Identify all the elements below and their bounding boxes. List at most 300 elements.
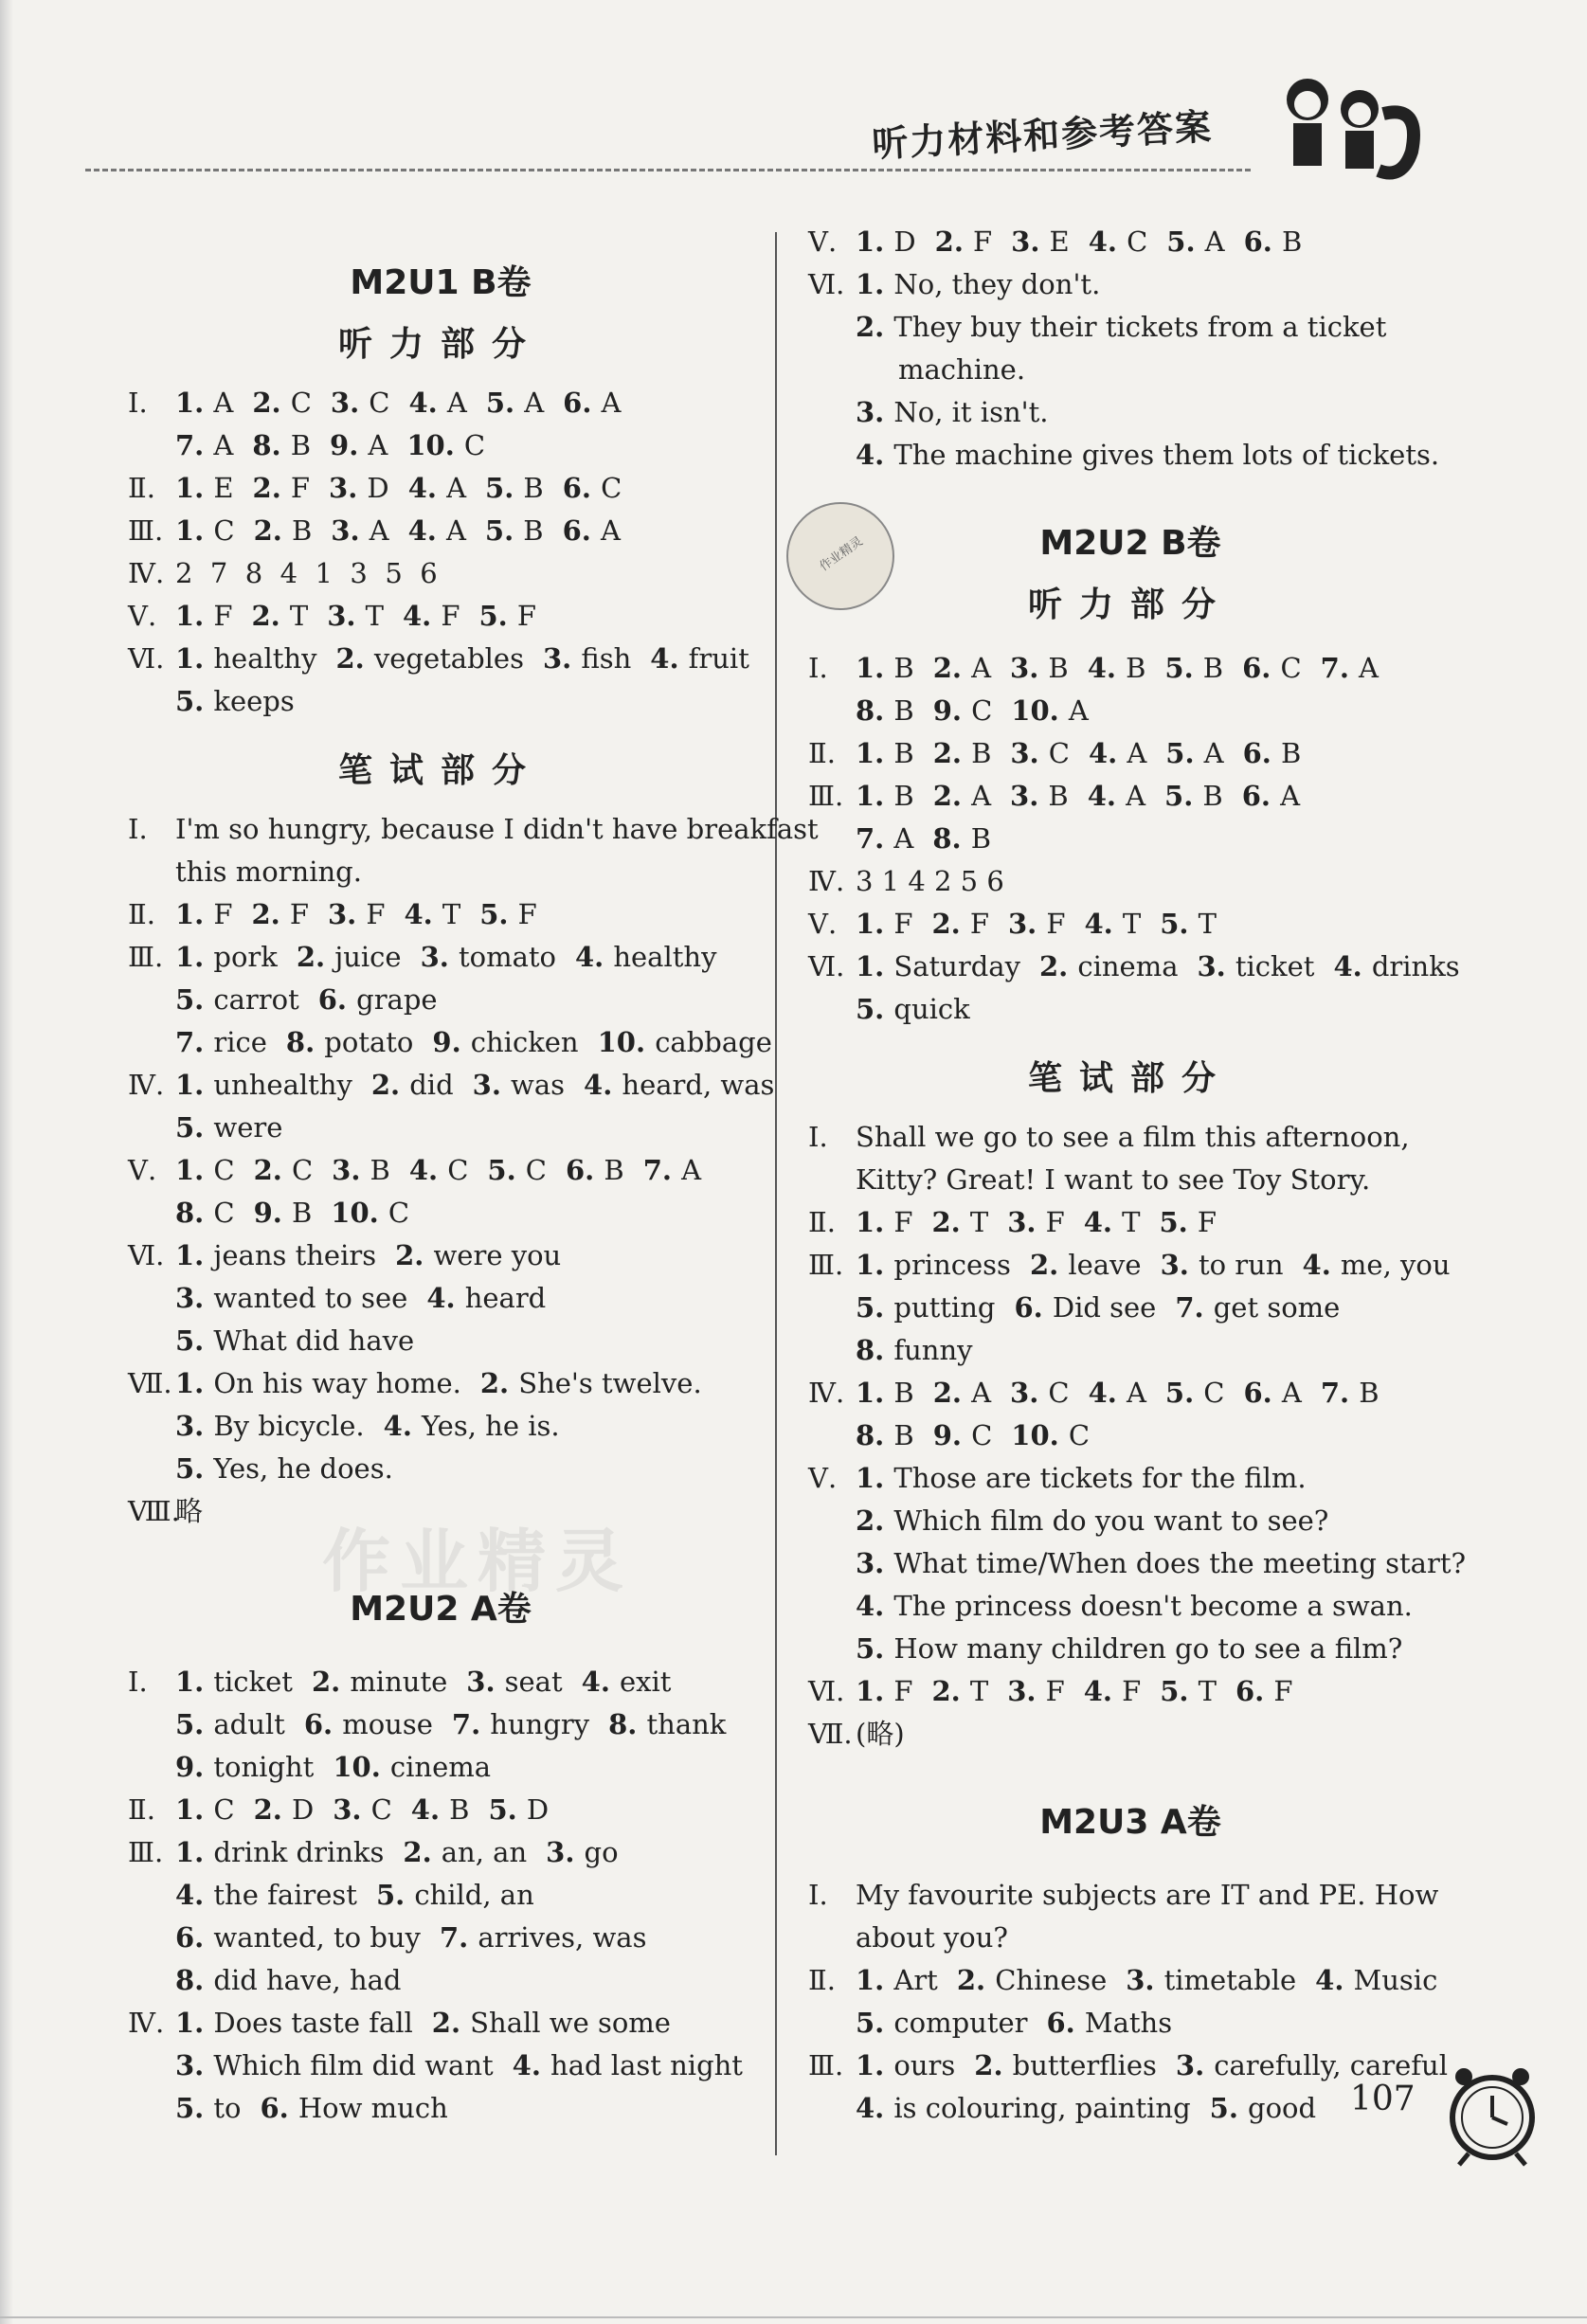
- answer-item: 2. butterflies: [974, 2049, 1157, 2081]
- answer-item: about you?: [856, 1921, 1008, 1954]
- answer-item: 6. B: [1242, 737, 1302, 769]
- answer-item: 6. F: [1235, 1675, 1293, 1707]
- column-divider: [775, 232, 777, 2155]
- answer-item: 6. wanted, to buy: [175, 1921, 421, 1954]
- answer-line: [175, 1751, 510, 1783]
- answer-line: [128, 472, 640, 504]
- answer-item: 1. drink drinks: [175, 1836, 385, 1868]
- answer-line: [128, 600, 555, 632]
- answer-item: machine.: [898, 353, 1026, 386]
- roman-numeral: Ⅳ.: [128, 1069, 165, 1101]
- answer-item: 3. T: [327, 600, 384, 632]
- answer-item: 6. B: [566, 1154, 624, 1186]
- answer-item: 3. tomato: [420, 941, 556, 973]
- answer-item: 10. A: [1011, 694, 1089, 727]
- answer-item: 2. minute: [311, 1666, 448, 1698]
- answer-item: 2. B: [932, 737, 992, 769]
- answer-item: 4. T: [1084, 908, 1142, 940]
- answer-line: [808, 737, 1320, 769]
- answer-item: 6. B: [1243, 225, 1303, 258]
- answer-item: 1. healthy: [175, 642, 317, 675]
- answer-item: 1. Does taste fall: [175, 2007, 413, 2039]
- answer-item: 3. Which film did want: [175, 2049, 494, 2081]
- answer-line: [808, 2049, 1467, 2081]
- answer-item: 3. F: [1007, 1675, 1065, 1707]
- answer-item: 3. F: [1008, 908, 1066, 940]
- answer-item: 3. timetable: [1126, 1964, 1297, 1996]
- roman-numeral: Ⅲ.: [128, 1836, 164, 1868]
- answer-item: 3. to run: [1160, 1249, 1284, 1281]
- answer-line: [808, 1377, 1398, 1409]
- answer-item: 1. Saturday: [856, 950, 1020, 982]
- answer-item: 4. had last night: [512, 2049, 743, 2081]
- answer-item: 1. C: [175, 1793, 235, 1826]
- answer-item: I'm so hungry, because I didn't have breakfast: [175, 813, 819, 845]
- answer-item: 3. F: [1007, 1206, 1065, 1238]
- answer-item: 2. They buy their tickets from a ticket: [856, 311, 1387, 343]
- answer-item: 4. fruit: [650, 642, 749, 675]
- answer-item: 2. A: [932, 1377, 992, 1409]
- answer-line: [175, 1921, 665, 1954]
- answer-item: 4. the fairest: [175, 1879, 357, 1911]
- answer-item: 6. grape: [317, 983, 438, 1016]
- answer-item: 4. B: [410, 1793, 470, 1826]
- roman-numeral: Ⅵ.: [128, 1239, 165, 1271]
- answer-item: 1. B: [856, 737, 914, 769]
- answer-line: [175, 2049, 762, 2081]
- answer-item: 9. chicken: [432, 1026, 579, 1058]
- answer-item: 5. A: [1166, 225, 1225, 258]
- answer-item: 2. leave: [1029, 1249, 1142, 1281]
- answer-item: 5. C: [1164, 1377, 1225, 1409]
- roman-numeral: Ⅳ.: [128, 2007, 165, 2039]
- answer-item: 4. Music: [1315, 1964, 1438, 1996]
- roman-numeral: Ⅱ.: [128, 898, 155, 930]
- page-number: 107: [1350, 2080, 1416, 2118]
- answer-item: 4. The machine gives them lots of tickets.: [856, 439, 1440, 471]
- answer-item: 5. T: [1160, 908, 1217, 940]
- answer-line: [808, 1879, 1457, 1911]
- answer-line: [856, 396, 1067, 428]
- answer-line: [808, 1462, 1326, 1494]
- answer-item: 2. vegetables: [335, 642, 524, 675]
- answer-item: 1. jeans theirs: [175, 1239, 377, 1271]
- answer-item: 6. C: [562, 472, 622, 504]
- section-heading: 笔试部分: [337, 751, 543, 790]
- answer-line: [856, 1334, 992, 1366]
- answer-item: 3. B: [332, 1154, 390, 1186]
- answer-item: 7. rice: [175, 1026, 267, 1058]
- answer-item: 5. carrot: [175, 983, 299, 1016]
- answer-item: 3. B: [1010, 652, 1069, 684]
- answer-line: [808, 780, 1319, 812]
- answer-line: [128, 1069, 793, 1101]
- answer-item: 4. A: [1088, 737, 1147, 769]
- answer-item: 2. F: [931, 908, 989, 940]
- answer-item: 5. F: [478, 600, 536, 632]
- page-edge-shadow: [0, 0, 13, 2324]
- answer-line: [808, 1964, 1456, 1996]
- answer-line: [128, 1495, 222, 1527]
- answer-item: 3. By bicycle.: [175, 1410, 365, 1442]
- roman-numeral: Ⅴ.: [808, 225, 838, 258]
- roman-numeral: Ⅲ.: [128, 941, 164, 973]
- answer-item: 4. heard, was: [584, 1069, 775, 1101]
- answer-line: [128, 642, 768, 675]
- cartoon-kids-icon: [1270, 57, 1431, 189]
- answer-item: 5. T: [1160, 1675, 1217, 1707]
- answer-line: [856, 1291, 1359, 1324]
- answer-item: 8. B: [932, 822, 992, 855]
- roman-numeral: Ⅵ.: [808, 268, 845, 300]
- answer-item: 4. F: [1083, 1675, 1142, 1707]
- answer-item: My favourite subjects are IT and PE. How: [856, 1879, 1439, 1911]
- unit-heading: M2U3 A卷: [1039, 1803, 1221, 1842]
- answer-item: 7. get some: [1175, 1291, 1341, 1324]
- answer-item: 4. exit: [581, 1666, 672, 1698]
- answer-line: [128, 1666, 690, 1698]
- answer-line: [856, 2092, 1335, 2124]
- answer-item: 4. C: [408, 1154, 469, 1186]
- answer-item: 1. princess: [856, 1249, 1011, 1281]
- answer-item: 2. C: [252, 387, 312, 419]
- answer-item: 5. D: [488, 1793, 550, 1826]
- answer-item: 8. B: [252, 429, 312, 461]
- answer-item: 2 7 8 4 1 3 5 6: [175, 557, 438, 589]
- answer-item: 7. A: [1320, 652, 1379, 684]
- answer-item: 1. B: [856, 780, 914, 812]
- answer-item: 8. B: [856, 694, 914, 727]
- answer-item: 3. C: [330, 387, 390, 419]
- answer-line: [808, 950, 1479, 982]
- answer-line: [856, 1504, 1347, 1537]
- answer-item: 5. keeps: [175, 685, 295, 717]
- answer-item: 2. did: [370, 1069, 454, 1101]
- answer-item: 5. What did have: [175, 1324, 415, 1357]
- roman-numeral: Ⅲ.: [808, 2049, 844, 2081]
- roman-numeral: Ⅰ.: [128, 813, 148, 845]
- answer-item: 4. The princess doesn't become a swan.: [856, 1590, 1413, 1622]
- answer-line: [175, 983, 457, 1016]
- answer-item: 1. F: [856, 1206, 913, 1238]
- answer-item: 1. No, they don't.: [856, 268, 1101, 300]
- answer-line: [175, 2092, 467, 2124]
- answer-item: 2. cinema: [1038, 950, 1179, 982]
- answer-item: 3. go: [546, 1836, 619, 1868]
- answer-item: 4. Yes, he is.: [383, 1410, 560, 1442]
- answer-item: 10. C: [1011, 1419, 1091, 1451]
- answer-item: 7. B: [1320, 1377, 1380, 1409]
- answer-item: 3. C: [1010, 737, 1070, 769]
- answer-item: 5. B: [484, 514, 544, 547]
- answer-line: [175, 1708, 745, 1740]
- answer-line: [808, 908, 1235, 940]
- answer-line: [856, 441, 1458, 469]
- answer-item: 5. A: [1165, 737, 1224, 769]
- answer-line: [175, 1410, 579, 1442]
- answer-item: 1. C: [175, 514, 235, 547]
- roman-numeral: Ⅰ.: [128, 387, 148, 419]
- answer-item: 3. C: [1010, 1377, 1070, 1409]
- answer-item: 1. F: [856, 908, 913, 940]
- roman-numeral: Ⅰ.: [808, 1879, 828, 1911]
- answer-line: [128, 2007, 690, 2039]
- answer-line: [856, 1419, 1109, 1451]
- answer-item: 2. F: [934, 225, 993, 258]
- answer-item: 5. adult: [175, 1708, 285, 1740]
- answer-item: 7. hungry: [451, 1708, 590, 1740]
- answer-item: 5. quick: [856, 993, 970, 1025]
- answer-item: 4. A: [407, 514, 466, 547]
- answer-item: 1. On his way home.: [175, 1367, 461, 1399]
- answer-line: [175, 1452, 412, 1485]
- answer-item: 1. F: [175, 600, 233, 632]
- answer-line: [175, 1111, 301, 1144]
- answer-item: 9. C: [932, 694, 993, 727]
- answer-item: 4. A: [1087, 780, 1146, 812]
- answer-item: 5. Yes, he does.: [175, 1452, 393, 1485]
- answer-item: 1. C: [175, 1154, 235, 1186]
- alarm-clock-icon: [1435, 2056, 1549, 2170]
- answer-item: 3. D: [329, 472, 389, 504]
- answer-item: 6. Did see: [1014, 1291, 1157, 1324]
- answer-item: 4. healthy: [574, 941, 717, 973]
- answer-item: 2. were you: [395, 1239, 562, 1271]
- answer-item: 6. Maths: [1046, 2007, 1173, 2039]
- roman-numeral: Ⅵ.: [128, 642, 165, 675]
- answer-line: [175, 429, 504, 461]
- answer-item: 2. T: [251, 600, 309, 632]
- watermark: 作业精灵: [322, 1522, 634, 1601]
- answer-item: 5. computer: [856, 2007, 1028, 2039]
- answer-item: 5. B: [1164, 652, 1224, 684]
- answer-item: 2. B: [253, 514, 313, 547]
- answer-item: 3. wanted to see: [175, 1282, 408, 1314]
- answer-item: 7. A: [642, 1154, 702, 1186]
- unit-heading: M2U2 A卷: [350, 1590, 532, 1629]
- answer-item: 9. A: [330, 429, 388, 461]
- answer-line: [128, 898, 556, 930]
- answer-line: [808, 1206, 1235, 1238]
- answer-item: 4. drinks: [1333, 950, 1460, 982]
- answer-line: [808, 1121, 1429, 1153]
- answer-item: 4. A: [407, 472, 467, 504]
- answer-item: 1. pork: [175, 941, 278, 973]
- answer-item: 4. B: [1087, 652, 1146, 684]
- answer-item: 10. cinema: [333, 1751, 492, 1783]
- answer-item: 8. B: [856, 1419, 914, 1451]
- answer-item: 2. an, an: [403, 1836, 528, 1868]
- answer-item: 7. A: [856, 822, 914, 855]
- roman-numeral: Ⅰ.: [808, 652, 828, 684]
- answer-line: [856, 1632, 1421, 1665]
- answer-item: 1. D: [856, 225, 916, 258]
- answer-item: 1. ours: [856, 2049, 956, 2081]
- answer-item: 3. E: [1011, 225, 1070, 258]
- answer-item: 4. is colouring, painting: [856, 2092, 1191, 2124]
- answer-item: 2. A: [932, 652, 992, 684]
- answer-line: [856, 1590, 1432, 1622]
- roman-numeral: Ⅳ.: [128, 557, 165, 589]
- answer-item: 4. T: [404, 898, 461, 930]
- answer-item: 1. unhealthy: [175, 1069, 352, 1101]
- roman-numeral: Ⅷ.: [128, 1495, 180, 1527]
- answer-item: 8. potato: [285, 1026, 414, 1058]
- answer-item: 8. C: [175, 1197, 235, 1229]
- header-title: 听力材料和参考答案: [871, 105, 1215, 166]
- answer-item: 4. A: [1088, 1377, 1146, 1409]
- answer-item: 5. How many children go to see a film?: [856, 1632, 1403, 1665]
- roman-numeral: Ⅴ.: [128, 600, 157, 632]
- answer-item: 1. Art: [856, 1964, 938, 1996]
- answer-item: 5. F: [479, 898, 537, 930]
- answer-item: 6. mouse: [303, 1708, 433, 1740]
- roman-numeral: Ⅱ.: [808, 1964, 836, 1996]
- answer-item: 略: [175, 1495, 204, 1527]
- answer-item: 4. heard: [426, 1282, 547, 1314]
- answer-item: 9. B: [253, 1197, 313, 1229]
- roman-numeral: Ⅲ.: [128, 514, 164, 547]
- answer-item: 2. Shall we some: [431, 2007, 671, 2039]
- answer-item: Shall we go to see a film this afternoon,: [856, 1121, 1410, 1153]
- answer-item: 1. F: [175, 898, 233, 930]
- answer-item: 6. A: [563, 387, 622, 419]
- answer-line: [808, 652, 1398, 684]
- roman-numeral: Ⅲ.: [808, 780, 844, 812]
- answer-item: 5. good: [1209, 2092, 1317, 2124]
- roman-numeral: Ⅰ.: [808, 1121, 828, 1153]
- answer-item: 5. C: [487, 1154, 547, 1186]
- roman-numeral: Ⅶ.: [808, 1718, 853, 1750]
- answer-item: 2. She's twelve.: [479, 1367, 702, 1399]
- answer-item: 1. A: [175, 387, 234, 419]
- stamp-logo: 作业精灵: [786, 502, 894, 610]
- header-dashed-line: [85, 169, 1251, 171]
- answer-item: 1. F: [856, 1675, 913, 1707]
- answer-line: [128, 1836, 638, 1868]
- answer-item: 5. B: [1164, 780, 1223, 812]
- answer-line: [175, 1879, 553, 1911]
- answer-line: [856, 311, 1405, 343]
- answer-line: [175, 1199, 428, 1227]
- answer-item: 6. A: [1243, 1377, 1302, 1409]
- answer-item: 5. child, an: [375, 1879, 534, 1911]
- roman-numeral: Ⅱ.: [808, 737, 836, 769]
- roman-numeral: Ⅴ.: [808, 1462, 838, 1494]
- answer-item: 9. tonight: [175, 1751, 315, 1783]
- answer-item: 1. B: [856, 652, 914, 684]
- answer-line: [856, 822, 1010, 855]
- answer-item: 7. arrives, was: [439, 1921, 647, 1954]
- answer-item: 2. Which film do you want to see?: [856, 1504, 1329, 1537]
- section-heading: 笔试部分: [1027, 1059, 1233, 1098]
- answer-line: [808, 865, 1023, 897]
- unit-heading: M2U2 B卷: [1039, 524, 1221, 563]
- answer-line: [898, 353, 1044, 386]
- answer-item: 2. juice: [296, 941, 402, 973]
- answer-line: [856, 694, 1108, 727]
- roman-numeral: Ⅱ.: [128, 1793, 155, 1826]
- answer-line: [175, 1964, 420, 1996]
- answer-line: [128, 941, 735, 973]
- answer-item: (略): [856, 1718, 905, 1750]
- answer-line: [808, 1675, 1311, 1707]
- answer-line: [175, 1324, 433, 1357]
- answer-line: [128, 1239, 580, 1271]
- answer-item: 8. funny: [856, 1334, 973, 1366]
- roman-numeral: Ⅵ.: [808, 1675, 845, 1707]
- answer-line: [808, 1249, 1470, 1281]
- answer-item: 3. ticket: [1197, 950, 1315, 982]
- answer-item: 7. A: [175, 429, 234, 461]
- answer-item: 1. E: [175, 472, 234, 504]
- answer-item: 10. cabbage: [597, 1026, 772, 1058]
- answer-item: 4. C: [1088, 225, 1148, 258]
- answer-item: 3. F: [328, 898, 386, 930]
- answer-item: 3. was: [472, 1069, 566, 1101]
- answer-line: [175, 1282, 565, 1314]
- answer-item: 5. F: [1159, 1206, 1217, 1238]
- roman-numeral: Ⅴ.: [128, 1154, 157, 1186]
- answer-item: 3. C: [333, 1793, 392, 1826]
- answer-item: 3. seat: [466, 1666, 563, 1698]
- section-heading: 听力部分: [337, 325, 543, 364]
- answer-item: 8. did have, had: [175, 1964, 402, 1996]
- answer-line: [856, 1163, 1389, 1196]
- answer-item: 2. T: [931, 1206, 989, 1238]
- answer-line: [808, 1718, 924, 1750]
- answer-line: [808, 225, 1321, 258]
- answer-item: 3. B: [1010, 780, 1069, 812]
- answer-item: 2. A: [932, 780, 992, 812]
- answer-item: 8. thank: [608, 1708, 727, 1740]
- answer-item: 6. A: [1241, 780, 1301, 812]
- answer-item: Kitty? Great! I want to see Toy Story.: [856, 1163, 1371, 1196]
- answer-item: 4. T: [1083, 1206, 1141, 1238]
- answer-line: [808, 268, 1119, 300]
- answer-line: [128, 387, 640, 419]
- answer-item: 4. F: [402, 600, 460, 632]
- roman-numeral: Ⅴ.: [808, 908, 838, 940]
- roman-numeral: Ⅱ.: [128, 472, 155, 504]
- answer-item: 3. fish: [542, 642, 632, 675]
- answer-item: 6. How much: [260, 2092, 448, 2124]
- answer-item: 10. C: [406, 429, 486, 461]
- answer-item: 2. T: [931, 1675, 989, 1707]
- answer-item: 3 1 4 2 5 6: [856, 865, 1004, 897]
- answer-line: [128, 813, 838, 845]
- bottom-rule: [0, 2316, 1587, 2318]
- roman-numeral: Ⅳ.: [808, 1377, 845, 1409]
- answer-item: 6. A: [562, 514, 621, 547]
- answer-item: 1. ticket: [175, 1666, 293, 1698]
- answer-item: 2. Chinese: [956, 1964, 1108, 1996]
- answer-line: [128, 1793, 568, 1826]
- answer-line: [856, 1547, 1485, 1579]
- answer-item: 5. putting: [856, 1291, 996, 1324]
- unit-heading: M2U1 B卷: [350, 263, 532, 302]
- answer-item: 10. C: [331, 1197, 410, 1229]
- answer-item: 5. B: [485, 472, 544, 504]
- answer-item: 5. to: [175, 2092, 242, 2124]
- answer-line: [128, 557, 457, 589]
- answer-item: 3. No, it isn't.: [856, 396, 1049, 428]
- answer-item: 9. C: [932, 1419, 993, 1451]
- answer-line: [856, 2009, 1191, 2037]
- answer-line: [856, 993, 989, 1025]
- answer-item: 2. D: [253, 1793, 315, 1826]
- answer-item: 4. A: [408, 387, 467, 419]
